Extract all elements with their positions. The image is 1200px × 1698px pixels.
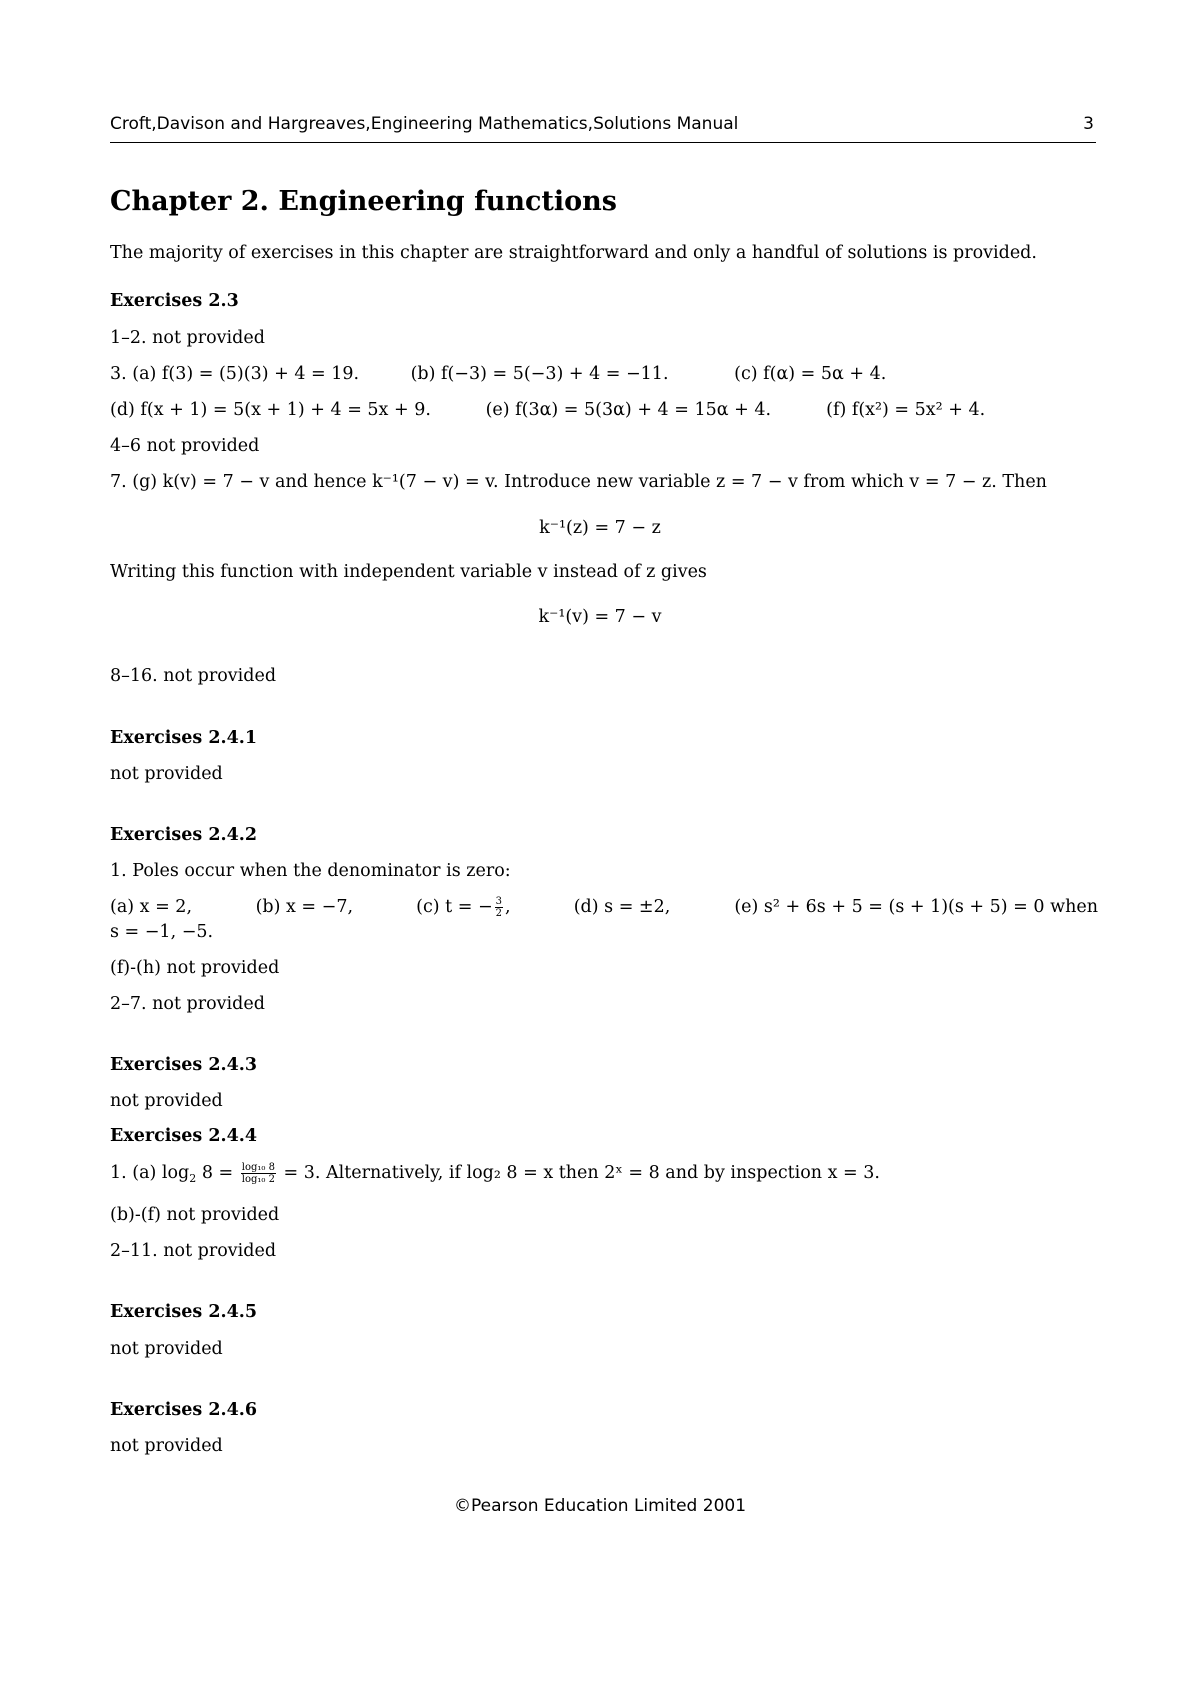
ex242-answers-row <box>110 895 1100 919</box>
ex242-c-denominator: 2 <box>495 908 503 919</box>
ex23-equation-1: k⁻¹(z) = 7 − z <box>539 518 661 538</box>
heading-exercises-2-3: Exercises 2.3 <box>110 291 239 311</box>
ex242-c-numerator: 3 <box>495 896 503 907</box>
ex23-line-4-6: 4–6 not provided <box>110 436 260 456</box>
ex242-b: (b) x = −7, <box>255 897 354 917</box>
ex246-text: not provided <box>110 1436 223 1456</box>
ex242-d: (d) s = ±2, <box>573 897 671 917</box>
ex243-text: not provided <box>110 1091 223 1111</box>
ex244-q1 <box>110 1161 1100 1185</box>
ex244-line-2-11: 2–11. not provided <box>110 1241 277 1261</box>
page-number: 3 <box>1083 114 1094 134</box>
ex23-q3d: (d) f(x + 1) = 5(x + 1) + 4 = 5x + 9. <box>110 400 431 420</box>
heading-exercises-2-4-6: Exercises 2.4.6 <box>110 1400 258 1420</box>
running-header <box>110 114 1096 143</box>
running-title: Croft,Davison and Hargreaves,Engineering Mathematics,Solutions Manual <box>110 114 739 134</box>
ex244-fraction-denominator: log₁₀ 2 <box>241 1174 275 1185</box>
ex242-a: (a) x = 2, <box>110 897 193 917</box>
ex242-e: (e) s² + 6s + 5 = (s + 1)(s + 5) = 0 when <box>734 897 1098 917</box>
ex244-q1-base: 2 <box>189 1172 197 1185</box>
heading-exercises-2-4-2: Exercises 2.4.2 <box>110 825 258 845</box>
ex242-c-fraction <box>495 896 503 919</box>
ex242-c <box>416 895 568 919</box>
ex244-q1-rest: = 3. Alternatively, if log₂ 8 = x then 2ˣ = 8 and by inspection x = 3. <box>283 1163 880 1183</box>
ex242-q1: 1. Poles occur when the denominator is zero: <box>110 861 511 881</box>
ex245-text: not provided <box>110 1339 223 1359</box>
ex244-q1-prefix: 1. (a) log <box>110 1163 190 1183</box>
ex23-line-8-16: 8–16. not provided <box>110 666 277 686</box>
ex242-line-2-7: 2–7. not provided <box>110 994 265 1014</box>
ex23-q3a: 3. (a) f(3) = (5)(3) + 4 = 19. <box>110 364 360 384</box>
ex23-q3b: (b) f(−3) = 5(−3) + 4 = −11. <box>410 364 669 384</box>
ex23-q7: 7. (g) k(v) = 7 − v and hence k⁻¹(7 − v) = v. Introduce new variable z = 7 − v from which v = 7 − z. Then <box>110 472 1047 492</box>
ex23-q3-row1 <box>110 362 1100 386</box>
heading-exercises-2-4-1: Exercises 2.4.1 <box>110 728 258 748</box>
ex244-q1-mid: 8 = <box>196 1163 239 1183</box>
ex23-q3c: (c) f(α) = 5α + 4. <box>734 364 887 384</box>
ex242-e-continued: s = −1, −5. <box>110 922 214 942</box>
heading-exercises-2-4-3: Exercises 2.4.3 <box>110 1055 258 1075</box>
ex23-line-1-2: 1–2. not provided <box>110 328 265 348</box>
ex23-q3-row2 <box>110 398 1100 422</box>
heading-exercises-2-4-5: Exercises 2.4.5 <box>110 1302 258 1322</box>
ex244-fraction <box>241 1162 276 1185</box>
ex242-f-h: (f)-(h) not provided <box>110 958 280 978</box>
copyright-footer: ©Pearson Education Limited 2001 <box>453 1496 747 1516</box>
ex244-fraction-numerator: log₁₀ 8 <box>241 1162 275 1173</box>
ex241-text: not provided <box>110 764 223 784</box>
ex23-writing-note: Writing this function with independent variable v instead of z gives <box>110 562 707 582</box>
ex23-q3f: (f) f(x²) = 5x² + 4. <box>826 400 986 420</box>
ex242-c-prefix: (c) t = − <box>416 897 493 917</box>
ex23-equation-2: k⁻¹(v) = 7 − v <box>538 607 662 627</box>
chapter-intro: The majority of exercises in this chapter are straightforward and only a handful of solutions is provided. <box>110 243 1037 263</box>
heading-exercises-2-4-4: Exercises 2.4.4 <box>110 1126 258 1146</box>
chapter-title: Chapter 2. Engineering functions <box>110 186 617 217</box>
ex242-c-suffix: , <box>505 897 511 917</box>
ex244-b-f: (b)-(f) not provided <box>110 1205 280 1225</box>
ex23-q3e: (e) f(3α) = 5(3α) + 4 = 15α + 4. <box>485 400 772 420</box>
